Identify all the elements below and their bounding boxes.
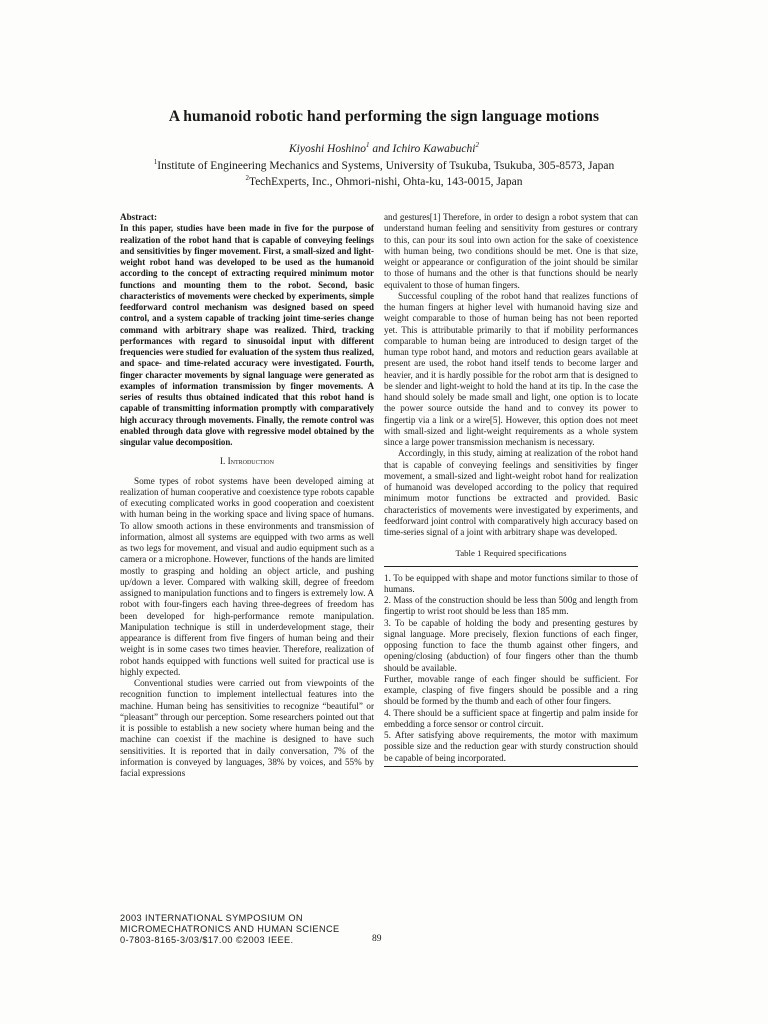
body-paragraph: Conventional studies were carried out from viewpoints of the recognition function to implement intellectual features into the machine. Human being has sensitivities to recognize “beautiful” or “pleasant” through our perception. Some researchers pointed out that it is possible to establish a new society where human being and the machine can coexist if the machine is designed to have such sensitivities. It is reported that in daily conversation, 7% of the information is conveyed by languages, 38% by voices, and 55% by facial expressions [120, 678, 374, 778]
affiliation-text: Institute of Engineering Mechanics and Systems, University of Tsukuba, Tsukuba, 305-8573, Japan [157, 160, 615, 172]
section-heading: I. Introduction [220, 456, 274, 467]
body-paragraph: Successful coupling of the robot hand that realizes functions of the human fingers at higher level with humanoid having size and weight comparable to those of human being has not been reported yet. This is attributable primarily to that if mobility performances comparable to human being are introduced to design target of the human type robot hand, and motors and reduction gears available at present are used, the robot hand itself tends to become larger and heavier, and it is hardly possible for the robot arm that is designed to be slender and light-weight to hold the hand at its tip. In the case the hand should solely be made small and light, one option is to locate the power source outside the hand and to convey its power to fingertip via a link or a wire[5]. However, this option does not meet with small-sized and light-weight requirements as a whole system since a large power transmission mechanism is necessary. [384, 290, 638, 447]
requirement-item: 3. To be capable of holding the body and presenting gestures by signal language. More precisely, flexion functions of each finger, opposing function to face the thumb against other fingers, and opening/closing (abduction) of four fingers other than the thumb should be available. [384, 617, 638, 673]
requirement-item: 5. After satisfying above requirements, the motor with maximum possible size and the reduction gear with sturdy construction should be capable of being incorporated. [384, 730, 638, 763]
requirements-table [384, 566, 638, 767]
conference-footer [120, 913, 340, 946]
table-caption: Table 1 Required specifications [455, 548, 567, 559]
body-paragraph: Accordingly, in this study, aiming at realization of the robot hand that is capable of conveying feelings and sensitivities by finger movement, a small-sized and light-weight robot hand for realization of humanoid was developed according to the policy that required minimum motor functions be extracted and provided. Basic characteristics of movements were investigated by experiments, and feedforward joint control with comparatively high accuracy based on time-series signal of a joint with arbitrary shape was developed. [384, 448, 638, 537]
requirement-item: 4. There should be a sufficient space at fingertip and palm inside for embedding a force sensor or control circuit. [384, 707, 638, 729]
abstract-heading: Abstract: [120, 212, 157, 222]
author-sup: 1 [366, 141, 370, 150]
right-column [384, 212, 638, 767]
author-sup: 2 [475, 141, 479, 150]
body-paragraph: Some types of robot systems have been developed aiming at realization of human cooperative and coexistence type robots capable of executing complicated works in good cooperation and coexistent with human being in the working space and living space of humans. To allow smooth actions in these environments and transmission of information, almost all systems are equipped with two arms as well as two legs for movement, and visual and audio equipment such as a camera or a microphone. However, functions of the hands are limited mostly to grasping and holding an object article, and pushing up/down a lever. Compared with walking skill, degree of freedom assigned to manipulation functions and to fingers is extremely low. A robot with four-fingers each having three-degrees of freedom has been developed for high-performance remote manipulation. Manipulation technique is still in underdevelopment stage, their appearance is different from five fingers of human being and their weight is in some cases two times heavier. Therefore, realization of robot hands equipped with functions well suited for practical use is highly expected. [120, 475, 374, 677]
footer-line: 0-7803-8165-3/03/$17.00 ©2003 IEEE. [120, 935, 294, 945]
author-line [0, 143, 768, 155]
author-conjunction: and [369, 143, 393, 155]
author-name: Kiyoshi Hoshino [289, 143, 367, 155]
footer-line: 2003 INTERNATIONAL SYMPOSIUM ON [120, 913, 303, 923]
author-name: Ichiro Kawabuchi [392, 143, 476, 155]
affiliation-line [0, 160, 768, 172]
paper-title: A humanoid robotic hand performing the sign language motions [168, 108, 600, 125]
requirement-item: 2. Mass of the construction should be less than 500g and length from fingertip to wrist root should be less than 185 mm. [384, 595, 638, 617]
affiliation-line [0, 176, 768, 188]
body-paragraph: and gestures[1] Therefore, in order to design a robot system that can understand human feeling and sensitivity from gestures or contrary to this, can pour its soul into own action for the sake of coexistence with human being, two conditions should be met. One is that size, weight or appearance or configuration of the joint should be similar to those of humans and the other is that functions should be nearly equivalent to those of human fingers. [384, 212, 638, 290]
left-column [120, 212, 374, 779]
abstract-text: In this paper, studies have been made in five for the purpose of realization of the robot hand that is capable of conveying feelings and sensitivities by finger movement. First, a small-sized and light-weight robot hand was developed to be used as the humanoid according to the concept of extracting required minimum motor functions and mounting them to the robot. Second, basic characteristics of movements were checked by experiments, simple feedforward control mechanism was designed based on speed control, and a system capable of tracking joint time-series change command with arbitrary shape was realized. Third, tracking performances with regard to sinusoidal input with different frequencies were studied for evaluation of the system thus realized, and space- and time-related accuracy were investigated. Fourth, finger character movements by signal language were generated as examples of information transmission by finger movements. A series of results thus obtained indicated that this robot hand is capable of transmitting information promptly with comparatively high accuracy through movements. Finally, the remote control was enabled through data glove with regressive model obtained by the singular value decomposition. [120, 223, 374, 447]
requirement-item: Further, movable range of each finger should be sufficient. For example, clasping of five fingers should be possible and a ring should be formed by the thumb and each of other four fingers. [384, 673, 638, 707]
footer-line: MICROMECHATRONICS AND HUMAN SCIENCE [120, 924, 340, 934]
affiliation-sup: 1 [153, 158, 158, 167]
affiliation-text: TechExperts, Inc., Ohmori-nishi, Ohta-ku, 143-0015, Japan [248, 176, 523, 188]
requirement-item: 1. To be equipped with shape and motor functions similar to those of humans. [384, 572, 638, 594]
page-number: 89 [372, 934, 382, 944]
affiliation-sup: 2 [245, 174, 249, 183]
